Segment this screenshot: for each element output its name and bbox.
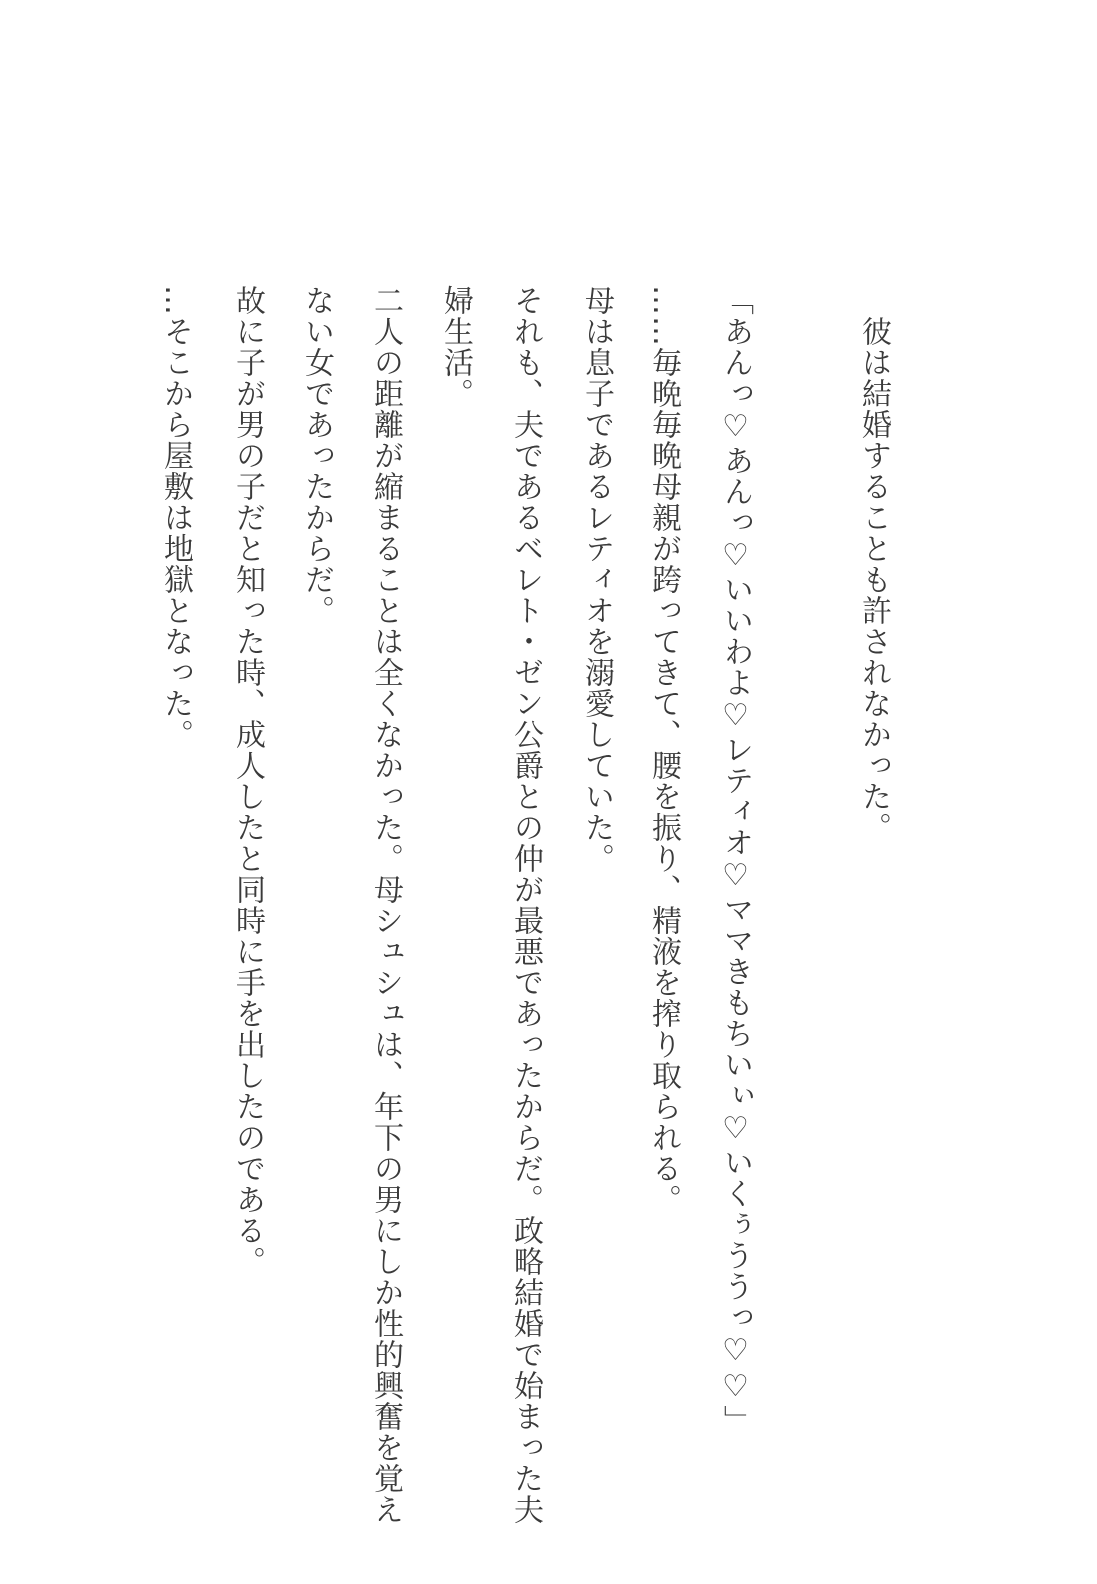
text-line-1: 彼は結婚することも許されなかった。 — [856, 285, 891, 843]
text-line-8: ない女であったからだ。 — [299, 285, 334, 626]
text-line-10: …そこから屋敷は地獄となった。 — [158, 285, 193, 750]
text-line-6: 婦生活。 — [438, 285, 473, 409]
text-line-3: ……毎晩毎晩母親が跨ってきて、腰を振り、精液を搾り取られる。 — [646, 285, 681, 1215]
text-line-5: それも、夫であるベレト・ゼン公爵との仲が最悪であったからだ。政略結婚で始まった夫 — [508, 285, 543, 1525]
text-line-9: 故に子が男の子だと知った時、成人したと同時に手を出したのである。 — [230, 285, 265, 1277]
text-line-2: 「あんっ♡あんっ♡いいわよ♡レティオ♡ママきもちいぃ♡いくぅううっ♡♡」 — [718, 285, 753, 1436]
text-line-4: 母は息子であるレティオを溺愛していた。 — [579, 285, 614, 874]
text-line-7: 二人の距離が縮まることは全くなかった。母シュシュは、年下の男にしか性的興奮を覚え — [368, 285, 403, 1525]
